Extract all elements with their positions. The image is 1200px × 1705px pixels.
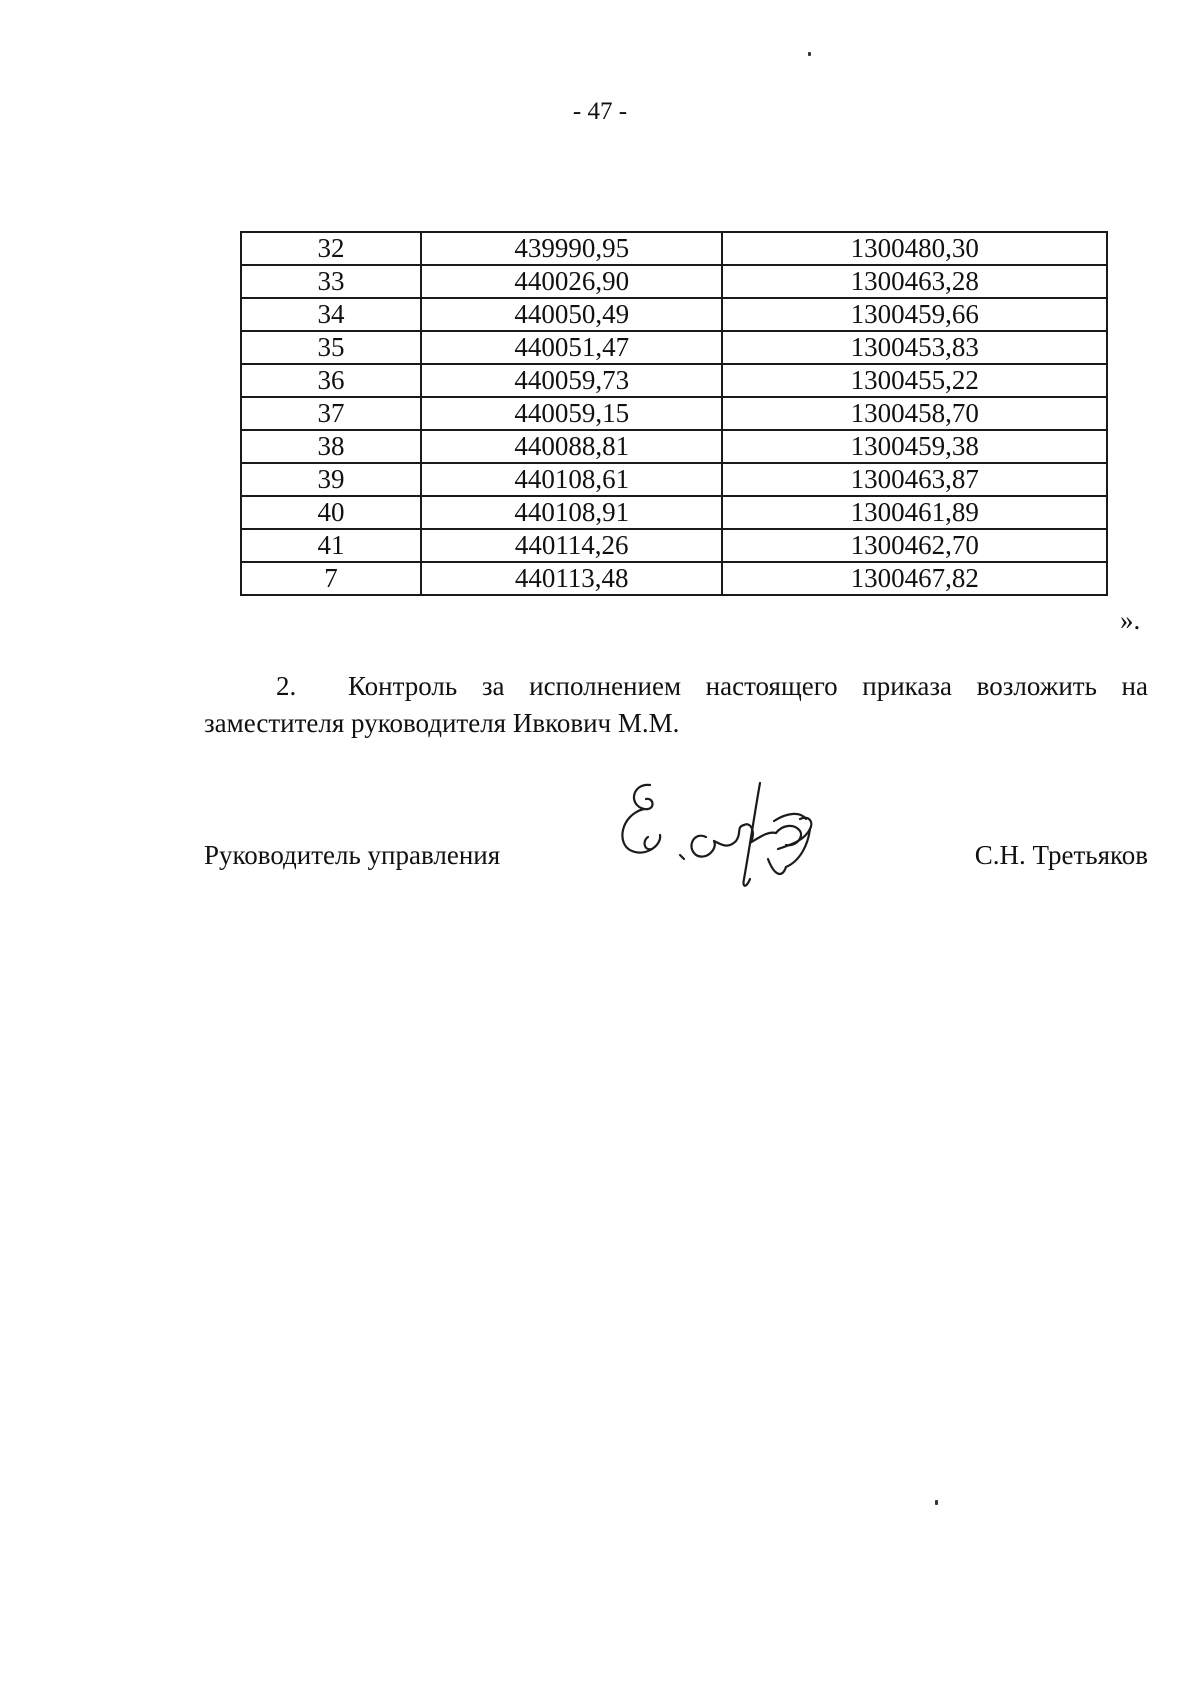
table-row xyxy=(241,463,1107,496)
closing-quote: ». xyxy=(1120,605,1141,635)
y-coordinate-cell: 1300459,66 xyxy=(722,298,1107,331)
signatory-name: С.Н. Третьяков xyxy=(974,840,1148,870)
table-row xyxy=(241,364,1107,397)
handwritten-signature xyxy=(610,775,840,905)
table-row xyxy=(241,562,1107,595)
x-coordinate-cell: 440059,15 xyxy=(421,397,722,430)
paragraph-2 xyxy=(204,668,1148,742)
paragraph-text: Контроль за исполнением настоящего приказа возложить на заместителя руководителя Ивкович М.М. xyxy=(204,671,1148,738)
x-coordinate-cell: 439990,95 xyxy=(421,232,722,265)
point-number-cell: 35 xyxy=(241,331,421,364)
scan-speck xyxy=(808,52,811,56)
y-coordinate-cell: 1300458,70 xyxy=(722,397,1107,430)
x-coordinate-cell: 440113,48 xyxy=(421,562,722,595)
y-coordinate-cell: 1300467,82 xyxy=(722,562,1107,595)
point-number-cell: 39 xyxy=(241,463,421,496)
y-coordinate-cell: 1300453,83 xyxy=(722,331,1107,364)
x-coordinate-cell: 440059,73 xyxy=(421,364,722,397)
y-coordinate-cell: 1300463,87 xyxy=(722,463,1107,496)
x-coordinate-cell: 440108,91 xyxy=(421,496,722,529)
point-number-cell: 41 xyxy=(241,529,421,562)
x-coordinate-cell: 440114,26 xyxy=(421,529,722,562)
point-number-cell: 34 xyxy=(241,298,421,331)
paragraph-number: 2. xyxy=(276,671,297,701)
coordinates-table xyxy=(240,231,1108,596)
table-row xyxy=(241,529,1107,562)
scan-speck xyxy=(935,1500,938,1505)
page-number: - 47 - xyxy=(572,98,628,125)
y-coordinate-cell: 1300463,28 xyxy=(722,265,1107,298)
point-number-cell: 36 xyxy=(241,364,421,397)
table-row xyxy=(241,496,1107,529)
table-row xyxy=(241,265,1107,298)
table-row xyxy=(241,331,1107,364)
table-row xyxy=(241,298,1107,331)
x-coordinate-cell: 440108,61 xyxy=(421,463,722,496)
table-row xyxy=(241,232,1107,265)
table-row xyxy=(241,430,1107,463)
x-coordinate-cell: 440026,90 xyxy=(421,265,722,298)
point-number-cell: 38 xyxy=(241,430,421,463)
x-coordinate-cell: 440051,47 xyxy=(421,331,722,364)
point-number-cell: 33 xyxy=(241,265,421,298)
y-coordinate-cell: 1300462,70 xyxy=(722,529,1107,562)
y-coordinate-cell: 1300461,89 xyxy=(722,496,1107,529)
y-coordinate-cell: 1300459,38 xyxy=(722,430,1107,463)
x-coordinate-cell: 440088,81 xyxy=(421,430,722,463)
point-number-cell: 37 xyxy=(241,397,421,430)
signatory-title: Руководитель управления xyxy=(204,840,501,870)
y-coordinate-cell: 1300455,22 xyxy=(722,364,1107,397)
point-number-cell: 7 xyxy=(241,562,421,595)
point-number-cell: 32 xyxy=(241,232,421,265)
y-coordinate-cell: 1300480,30 xyxy=(722,232,1107,265)
table-row xyxy=(241,397,1107,430)
x-coordinate-cell: 440050,49 xyxy=(421,298,722,331)
point-number-cell: 40 xyxy=(241,496,421,529)
